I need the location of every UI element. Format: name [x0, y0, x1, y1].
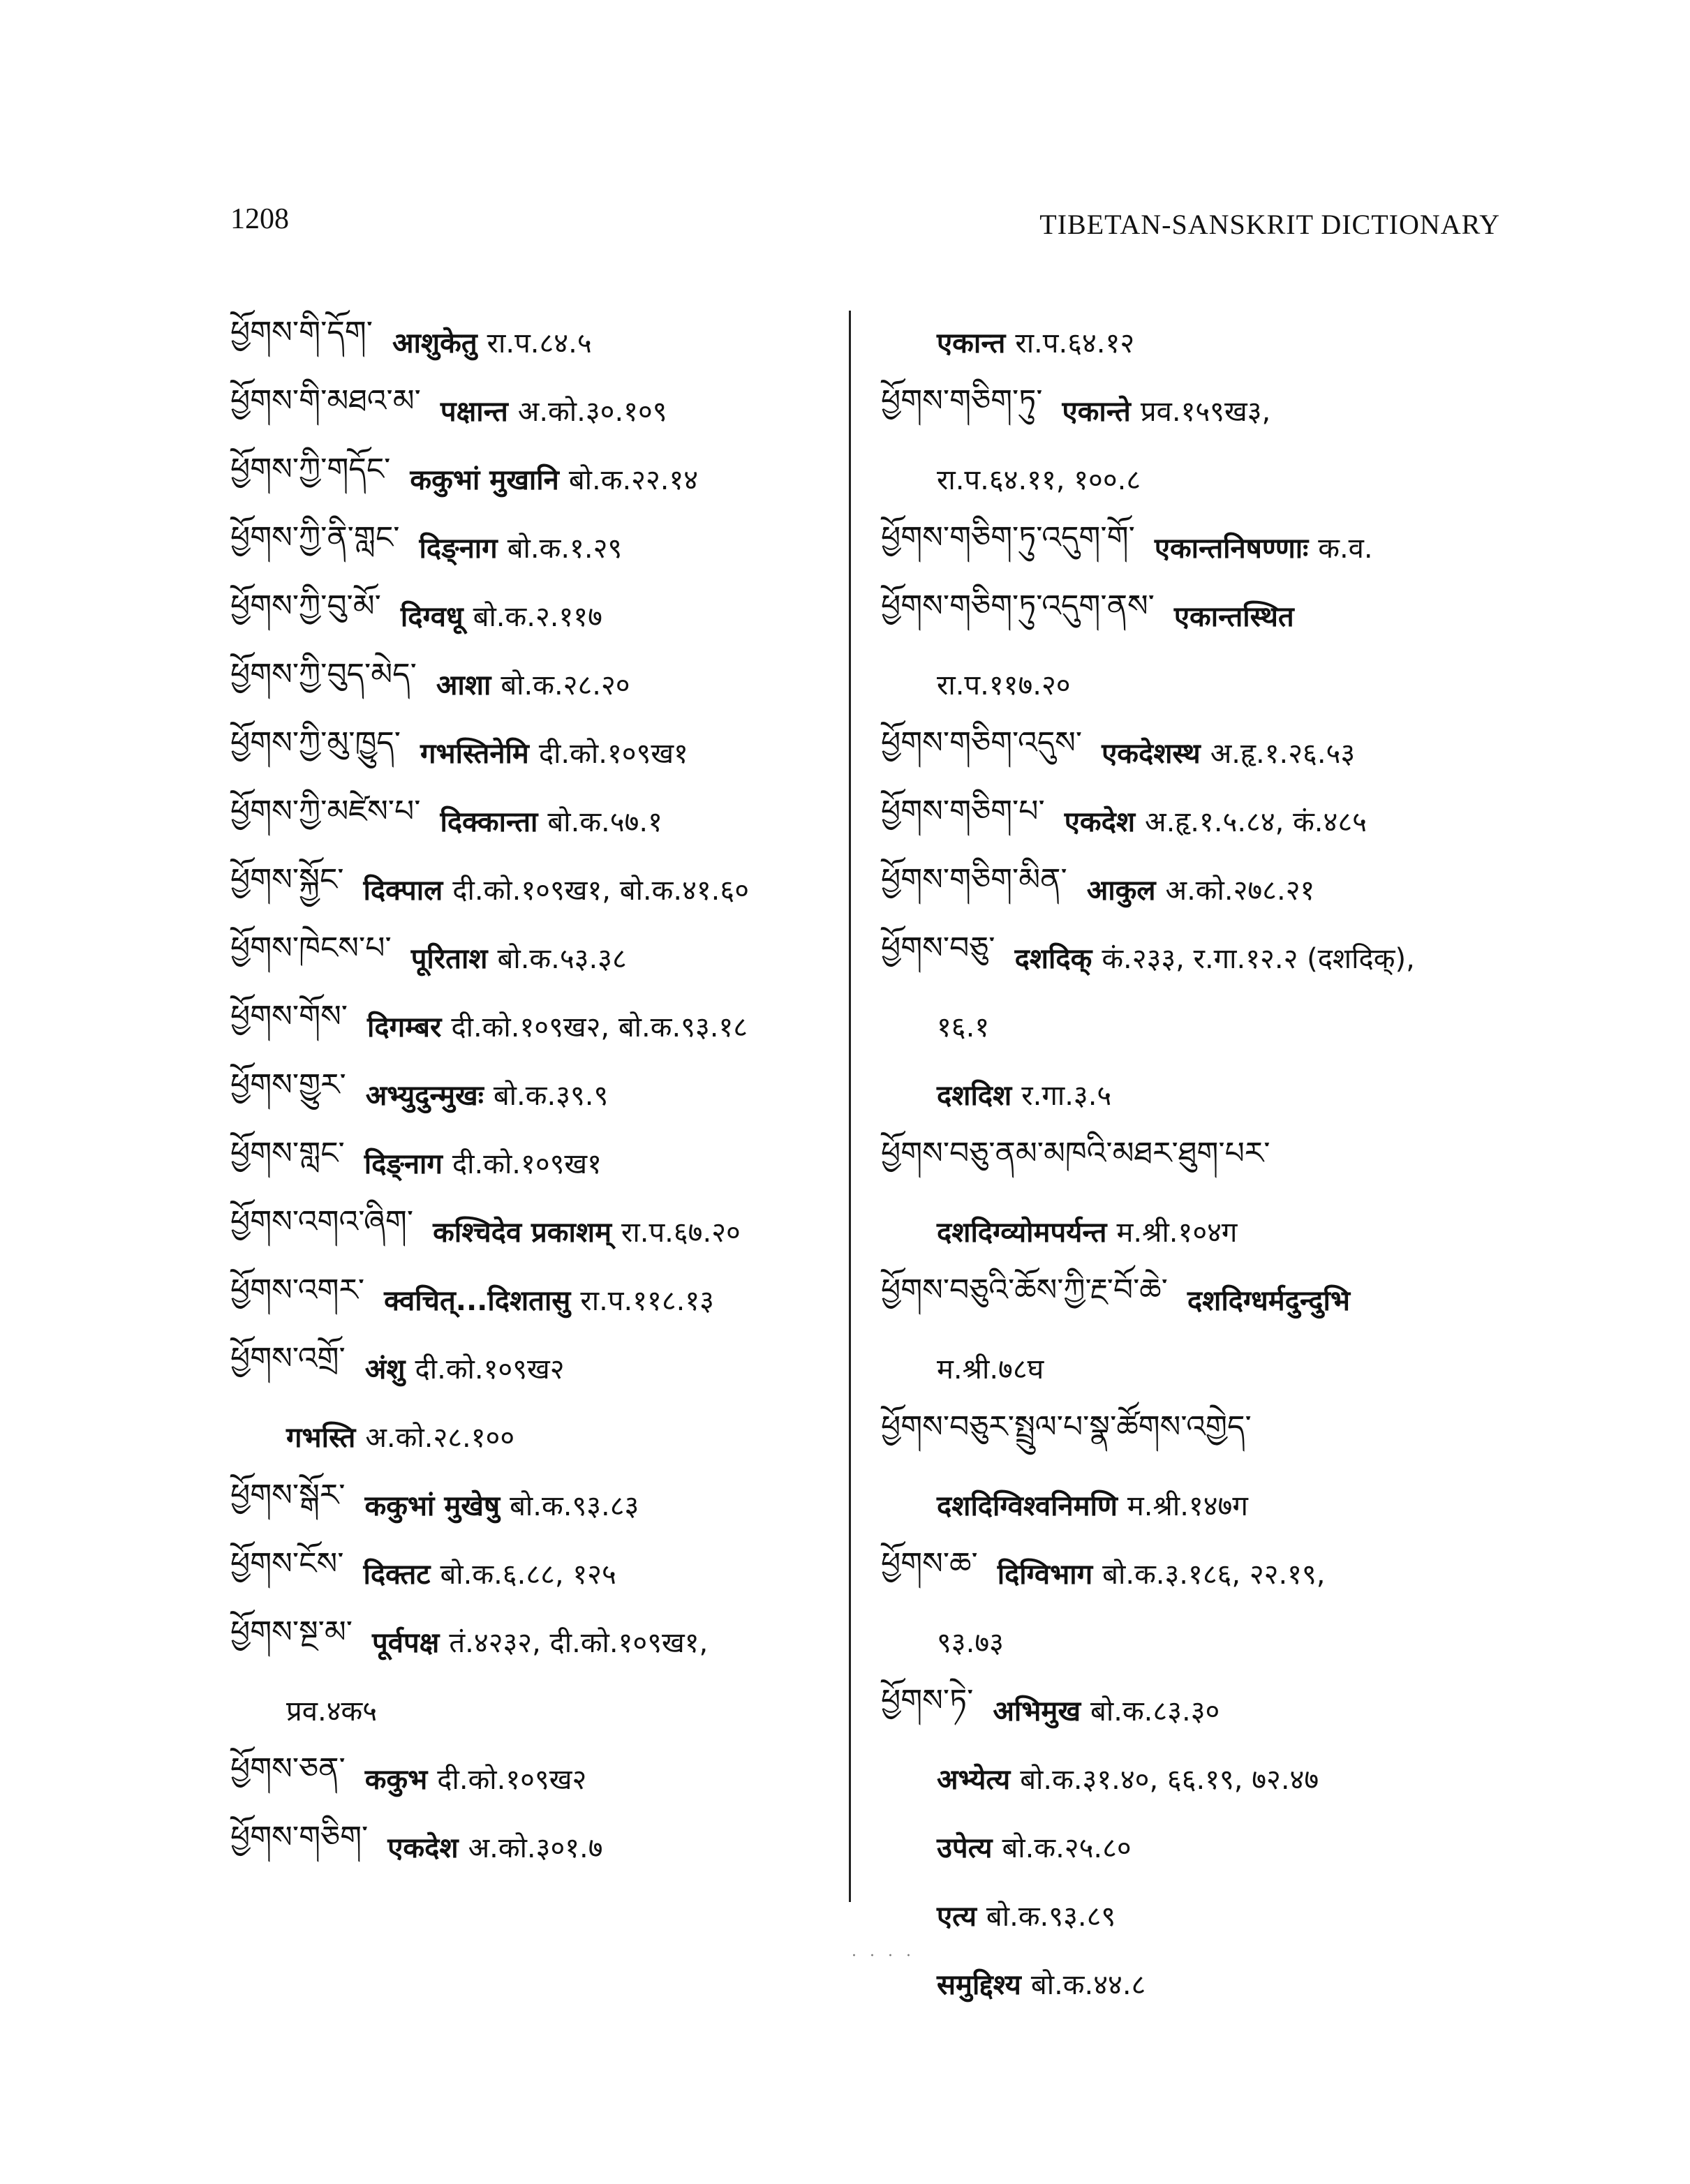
tibetan-headword: ཕྱོགས་འགར་: [230, 1272, 365, 1308]
sanskrit-equivalent: एकदेशस्थ: [1102, 737, 1201, 770]
dictionary-entry: [230, 786, 859, 854]
source-reference: र.गा.३.५: [1021, 1079, 1112, 1112]
tibetan-headword: ཕྱོགས་གི་དོག་: [230, 315, 373, 350]
dictionary-entry: [881, 1333, 1509, 1402]
dictionary-entry: [881, 1744, 1509, 1812]
dictionary-entry: [881, 1265, 1509, 1333]
dictionary-entry: [230, 1607, 859, 1675]
tibetan-headword: ཕྱོགས་གཅིག་པ་: [881, 794, 1045, 829]
sanskrit-equivalent: कश्चिदेव प्रकाशम्: [433, 1216, 612, 1249]
sanskrit-equivalent: दिग्विभाग: [997, 1558, 1093, 1591]
dictionary-entry: [230, 718, 859, 786]
source-reference: म.श्री.७८घ: [937, 1353, 1044, 1386]
source-reference: क.व.: [1318, 532, 1373, 565]
dictionary-entry: [881, 649, 1509, 718]
source-reference: बो.क.२२.१४: [568, 463, 699, 496]
sanskrit-equivalent: दशदिश: [937, 1079, 1012, 1112]
source-reference: अ.को.३०१.७: [468, 1832, 603, 1864]
sanskrit-equivalent: ककुभां मुखेषु: [364, 1490, 501, 1522]
source-reference: बो.क.२.११७: [473, 600, 602, 633]
source-reference: ९३.७३: [937, 1626, 1004, 1659]
dictionary-entry: [881, 444, 1509, 512]
sanskrit-equivalent: दिक्कान्ता: [440, 805, 538, 838]
sanskrit-equivalent: दिङ्नाग: [364, 1147, 443, 1180]
source-reference: अ.हृ.१.२६.५३: [1210, 737, 1356, 770]
dictionary-entry: [230, 1812, 859, 1880]
tibetan-headword: ཕྱོགས་ངོས་: [230, 1546, 344, 1582]
sanskrit-equivalent: एकदेश: [1064, 805, 1136, 838]
sanskrit-equivalent: एकान्ते: [1062, 395, 1131, 428]
dictionary-entry: [881, 1880, 1509, 1949]
source-reference: दी.को.१०९ख२: [415, 1353, 565, 1386]
sanskrit-equivalent: क्वचित्...दिशतासु: [384, 1284, 571, 1317]
sanskrit-equivalent: आशा: [436, 669, 491, 701]
sanskrit-equivalent: अभ्युदुन्मुखः: [365, 1079, 484, 1112]
sanskrit-equivalent: एत्य: [937, 1900, 977, 1933]
tibetan-headword: ཕྱོགས་ཀྱི་མུ་ཁྱུད་: [230, 725, 401, 761]
sanskrit-equivalent: दशदिक्: [1014, 942, 1092, 975]
source-reference: बो.क.४४.८: [1030, 1968, 1146, 2001]
dictionary-entry: [881, 512, 1509, 581]
source-reference: दी.को.१०९ख१: [538, 737, 688, 770]
dictionary-entry: [881, 581, 1509, 649]
tibetan-headword: ཕྱོགས་སྒོར་: [230, 1478, 346, 1513]
dictionary-entry: [881, 1812, 1509, 1880]
dictionary-entry: [230, 649, 859, 718]
source-reference: दी.को.१०९ख२: [437, 1763, 587, 1796]
source-reference: प्रव.४क५: [286, 1695, 378, 1728]
source-reference: कं.२३३, र.गा.१२.२ (दशदिक्),: [1102, 942, 1415, 975]
column-divider: [849, 311, 851, 1902]
source-reference: म.श्री.१०४ग: [1116, 1216, 1238, 1249]
sanskrit-equivalent: पक्षान्त: [440, 395, 508, 428]
dictionary-entry: [230, 307, 859, 376]
sanskrit-equivalent: एकान्तस्थित: [1173, 600, 1294, 633]
tibetan-headword: ཕྱོགས་བཅུ་: [881, 930, 995, 966]
tibetan-headword: ཕྱོགས་འགྲོ་: [230, 1341, 346, 1376]
source-reference: रा.प.६४.११, १००.८: [937, 463, 1141, 496]
source-reference: दी.को.१०९ख२, बो.क.९३.१८: [451, 1011, 748, 1043]
sanskrit-equivalent: दिगम्बर: [367, 1011, 442, 1043]
sanskrit-equivalent: पूरिताश: [410, 942, 488, 975]
source-reference: अ.हृ.१.५.८४, कं.४८५: [1145, 805, 1367, 838]
tibetan-headword: ཕྱོགས་གཅིག་ཏུ་: [881, 383, 1043, 419]
dictionary-entry: [881, 1128, 1509, 1196]
sanskrit-equivalent: एकदेश: [387, 1832, 459, 1864]
source-reference: बो.क.५३.३८: [497, 942, 627, 975]
tibetan-headword: ཕྱོགས་སྔ་མ་: [230, 1614, 353, 1650]
source-reference: बो.क.८३.३०: [1090, 1695, 1220, 1728]
dictionary-entry: [230, 444, 859, 512]
tibetan-headword: ཕྱོགས་བཅུའི་ཆོས་ཀྱི་རྔ་བོ་ཆེ་: [881, 1272, 1168, 1308]
dictionary-entry: [230, 1060, 859, 1128]
source-reference: रा.प.६७.२०: [621, 1216, 741, 1249]
tibetan-headword: ཕྱོགས་ཅན་: [230, 1751, 346, 1787]
source-reference: बो.क.१.२९: [507, 532, 623, 565]
tibetan-headword: ཕྱོགས་ཀྱི་བུ་མོ་: [230, 588, 381, 624]
tibetan-headword: ཕྱོགས་གླང་: [230, 1136, 345, 1171]
dictionary-entry: [230, 581, 859, 649]
dictionary-entry: [881, 1196, 1509, 1265]
sanskrit-equivalent: अभ्येत्य: [937, 1763, 1011, 1796]
source-reference: अ.को.३०.१०९: [517, 395, 667, 428]
tibetan-headword: ཕྱོགས་ཀྱི་མཛེས་པ་: [230, 794, 421, 829]
source-reference: बो.क.२८.२०: [501, 669, 630, 701]
dictionary-entry: [881, 1949, 1509, 2017]
sanskrit-equivalent: आकुल: [1086, 874, 1156, 907]
scan-specks: · · · ·: [852, 1947, 915, 1965]
sanskrit-equivalent: आशुकेतु: [392, 327, 477, 359]
sanskrit-equivalent: समुद्दिश्य: [937, 1968, 1021, 2001]
sanskrit-equivalent: दिग्वधू: [400, 600, 464, 633]
tibetan-headword: ཕྱོགས་གཅིག་འདུས་: [881, 725, 1083, 761]
source-reference: अ.को.२७८.२१: [1165, 874, 1315, 907]
dictionary-entry: [881, 923, 1509, 991]
source-reference: बो.क.३.१८६, २२.१९,: [1102, 1558, 1326, 1591]
dictionary-entry: [881, 1402, 1509, 1470]
tibetan-headword: ཕྱོགས་སྐྱོང་: [230, 862, 344, 898]
sanskrit-equivalent: पूर्वपक्ष: [372, 1626, 440, 1659]
running-header: TIBETAN-SANSKRIT DICTIONARY: [1039, 209, 1500, 240]
dictionary-entry: [881, 786, 1509, 854]
tibetan-headword: ཕྱོགས་ཀྱི་བུད་མེད་: [230, 657, 417, 692]
dictionary-entry: [881, 854, 1509, 923]
dictionary-entry: [230, 376, 859, 444]
sanskrit-equivalent: दशदिग्धर्मदुन्दुभि: [1187, 1284, 1350, 1317]
source-reference: बो.क.३९.९: [493, 1079, 609, 1112]
sanskrit-equivalent: गभस्तिनेमि: [420, 737, 529, 770]
dictionary-entry: [881, 1538, 1509, 1607]
right-column: [881, 307, 1509, 2017]
tibetan-headword: ཕྱོགས་གཅིག་: [230, 1820, 369, 1855]
source-reference: बो.क.६.८८, १२५: [440, 1558, 616, 1591]
sanskrit-equivalent: ककुभ: [364, 1763, 428, 1796]
dictionary-entry: [230, 991, 859, 1060]
tibetan-headword: ཕྱོགས་གཅིག་ཏུ་འདུག་ནས་: [881, 588, 1155, 624]
dictionary-entry: [230, 512, 859, 581]
dictionary-entry: [881, 1060, 1509, 1128]
dictionary-entry: [230, 1470, 859, 1538]
sanskrit-equivalent: दशदिग्विश्वनिमणि: [937, 1490, 1118, 1522]
source-reference: दी.को.१०९ख१, बो.क.४१.६०: [452, 874, 749, 907]
source-reference: रा.प.११८.१३: [580, 1284, 714, 1317]
dictionary-entry: [881, 1675, 1509, 1744]
tibetan-headword: ཕྱོགས་བཅུ་ནམ་མཁའི་མཐར་ཐུག་པར་: [881, 1136, 1270, 1171]
dictionary-entry: [230, 1196, 859, 1265]
sanskrit-equivalent: उपेत्य: [937, 1832, 993, 1864]
source-reference: रा.प.८४.५: [487, 327, 592, 359]
source-reference: प्रव.१५९ख३,: [1140, 395, 1271, 428]
sanskrit-equivalent: दशदिग्व्योमपर्यन्त: [937, 1216, 1107, 1249]
source-reference: बो.क.९३.८३: [510, 1490, 639, 1522]
source-reference: बो.क.९३.८९: [986, 1900, 1116, 1933]
sanskrit-equivalent: दिङ्नाग: [419, 532, 498, 565]
page-number: 1208: [230, 203, 289, 235]
tibetan-headword: ཕྱོགས་ཀྱི་ནི་གླང་: [230, 520, 400, 556]
tibetan-headword: ཕྱོགས་གི་མཐའ་མ་: [230, 383, 421, 419]
tibetan-headword: ཕྱོགས་ཆ་: [881, 1546, 978, 1582]
tibetan-headword: ཕྱོགས་བཅུར་སྤྲུལ་པ་སྣ་ཚོགས་འགྱེད་: [881, 1409, 1252, 1445]
tibetan-headword: ཕྱོགས་འགའ་ཞིག་: [230, 1204, 414, 1240]
dictionary-entry: [881, 1470, 1509, 1538]
source-reference: १६.१: [937, 1011, 990, 1043]
dictionary-entry: [881, 991, 1509, 1060]
tibetan-headword: ཕྱོགས་གཅིག་ཏུ་འདུག་གོ་: [881, 520, 1135, 556]
source-reference: रा.प.११७.२०: [937, 669, 1071, 701]
sanskrit-equivalent: दिक्पाल: [363, 874, 443, 907]
source-reference: म.श्री.१४७ग: [1127, 1490, 1248, 1522]
source-reference: रा.प.६४.१२: [1015, 327, 1135, 359]
sanskrit-equivalent: एकान्त: [937, 327, 1006, 359]
sanskrit-equivalent: अभिमुख: [993, 1695, 1081, 1728]
sanskrit-equivalent: गभस्ति: [286, 1421, 356, 1454]
tibetan-headword: ཕྱོགས་གཅིག་མིན་: [881, 862, 1067, 898]
dictionary-entry: [881, 718, 1509, 786]
dictionary-entry: [230, 1538, 859, 1607]
source-reference: दी.को.१०९ख१: [452, 1147, 602, 1180]
dictionary-entry: [230, 1128, 859, 1196]
dictionary-entry: [881, 376, 1509, 444]
tibetan-headword: ཕྱོགས་ཁེངས་པ་: [230, 930, 392, 966]
sanskrit-equivalent: एकान्तनिषण्णाः: [1154, 532, 1309, 565]
source-reference: बो.क.५७.१: [547, 805, 662, 838]
tibetan-headword: ཕྱོགས་ཏེ་: [881, 1683, 974, 1718]
dictionary-entry: [881, 307, 1509, 376]
sanskrit-equivalent: दिक्तट: [363, 1558, 431, 1591]
dictionary-entry: [230, 1333, 859, 1402]
source-reference: अ.को.२८.१००: [365, 1421, 515, 1454]
dictionary-entry: [881, 1607, 1509, 1675]
tibetan-headword: ཕྱོགས་གོས་: [230, 999, 348, 1034]
dictionary-entry: [230, 1675, 859, 1744]
tibetan-headword: ཕྱོགས་གྱུར་: [230, 1067, 346, 1103]
sanskrit-equivalent: अंशु: [364, 1353, 406, 1386]
source-reference: बो.क.२५.८०: [1002, 1832, 1132, 1864]
source-reference: बो.क.३१.४०, ६६.१९, ७२.४७: [1020, 1763, 1319, 1796]
dictionary-entry: [230, 854, 859, 923]
dictionary-entry: [230, 923, 859, 991]
sanskrit-equivalent: ककुभां मुखानि: [410, 463, 559, 496]
left-column: [230, 307, 859, 1880]
dictionary-entry: [230, 1402, 859, 1470]
source-reference: तं.४२३२, दी.को.१०९ख१,: [449, 1626, 709, 1659]
tibetan-headword: ཕྱོགས་ཀྱི་གདོང་: [230, 452, 391, 487]
dictionary-entry: [230, 1265, 859, 1333]
dictionary-entry: [230, 1744, 859, 1812]
